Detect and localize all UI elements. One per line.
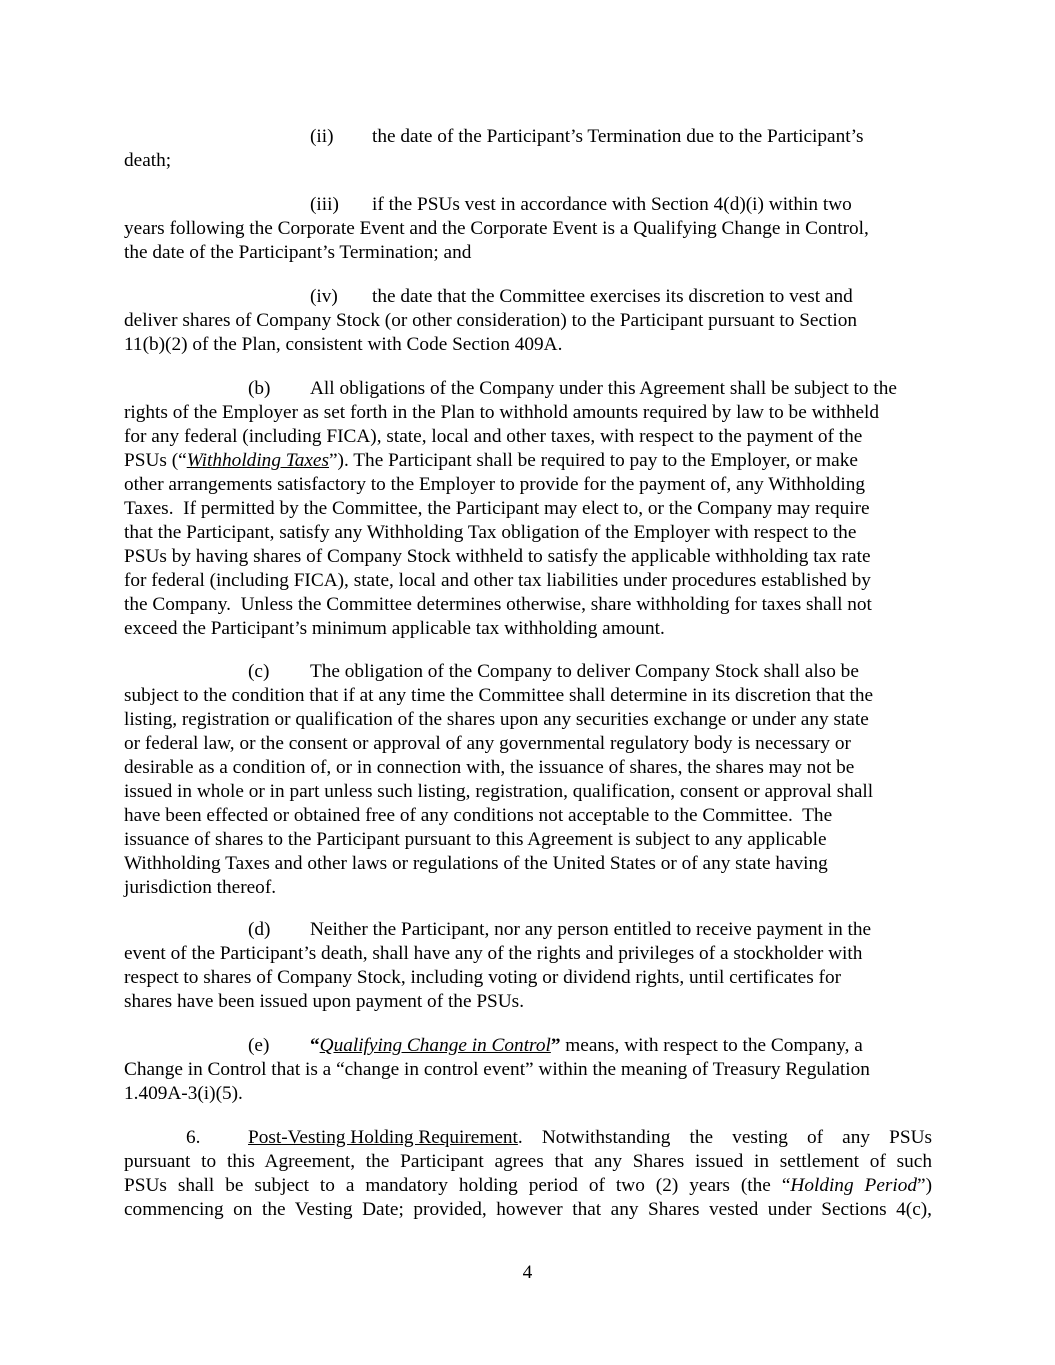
page-number: 4 [522,1262,533,1283]
clause-5c: (c) The obligation of the Company to deliver Company Stock shall also be subject to the condition that if at any time the Committee shall determine in its discretion that the listing, registration or qualification of the shares upon any securities exchange or under any state or federal law, or the consent or approval of any governmental regulatory body is necessary or desirable as a condition of, or in connection with, the issuance of shares, the shares may not be issued in whole or in part unless such listing, registration, qualification, consent or approval shall have been effected or obtained free of any conditions not acceptable to the Committee. The issuance of shares to the Participant pursuant to this Agreement is subject to any applicable Withholding Taxes and other laws or regulations of the United States or of any state having jurisdiction thereof. [124,661,874,898]
clause-number: (b) [248,378,271,399]
clause-5d: (d) Neither the Participant, nor any person entitled to receive payment in the event of the Participant’s death, shall have any of the rights and privileges of a stockholder with respect to shares of Company Stock, including voting or dividend rights, until certificates for shares have been issued upon payment of the PSUs. [124,919,872,1012]
section-6: 6. Post-Vesting Holding Requirement . Notwithstanding the vesting of any PSUs pursuant to this Agreement, the Participant agrees that any Shares issued in settlement of such PSUs shall be subject to a mandatory holding period of two (2) years (the “Holding Period”) commencing on the Vesting Date; provided, however that any Shares vested under Sections 4(c), [124,1127,933,1220]
clause-number: (iv) [310,286,338,307]
clause-5a-ii: (ii) the date of the Participant’s Termination due to the Participant’s death; [124,126,864,171]
clause-5a-iv: (iv) the date that the Committee exercises its discretion to vest and deliver shares of Company Stock (or other consideration) to the Participant pursuant to Section 11(b)(2) of the Plan, consistent with Code Section 409A. [124,286,858,355]
section-title: Post-Vesting Holding Requirement [248,1127,518,1148]
defined-term: Qualifying Change in Control [319,1035,551,1056]
clause-number: (ii) [310,126,334,147]
defined-term: Withholding Taxes [186,450,329,471]
defined-term: Holding Period [790,1175,918,1196]
clause-number: (e) [248,1035,270,1056]
clause-5b: (b) All obligations of the Company under this Agreement shall be subject to the rights of the Employer as set forth in the Plan to withhold amounts required by law to be withheld for any federal (including FICA), state, local and other taxes, with respect to the payment of the PSUs (“Withholding Taxes”). The Participant shall be required to pay to the Employer, or make other arrangements satisfactory to the Employer to provide for the payment of, any Withholding Taxes. If permitted by the Committee, the Participant may elect to, or the Company may require that the Participant, satisfy any Withholding Tax obligation of the Employer with respect to the PSUs by having shares of Company Stock withheld to satisfy the applicable withholding tax rate for federal (including FICA), state, local and other tax liabilities under procedures established by the Company. Unless the Committee determines otherwise, share withholding for taxes shall not exceed the Participant’s minimum applicable tax withholding amount. [124,378,897,639]
section-number: 6. [186,1127,201,1148]
clause-number: (d) [248,919,271,940]
clause-5e: (e) “Qualifying Change in Control” means, with respect to the Company, a Change in Control that is a “change in control event” within the meaning of Treasury Regulation 1.409A-3(i)(5). [124,1035,870,1104]
clause-number: (iii) [310,194,339,215]
clause-5a-iii: (iii) if the PSUs vest in accordance with Section 4(d)(i) within two years following the Corporate Event and the Corporate Event is a Qualifying Change in Control, the date of the Participant’s Termination; and [124,194,869,263]
clause-number: (c) [248,661,270,682]
